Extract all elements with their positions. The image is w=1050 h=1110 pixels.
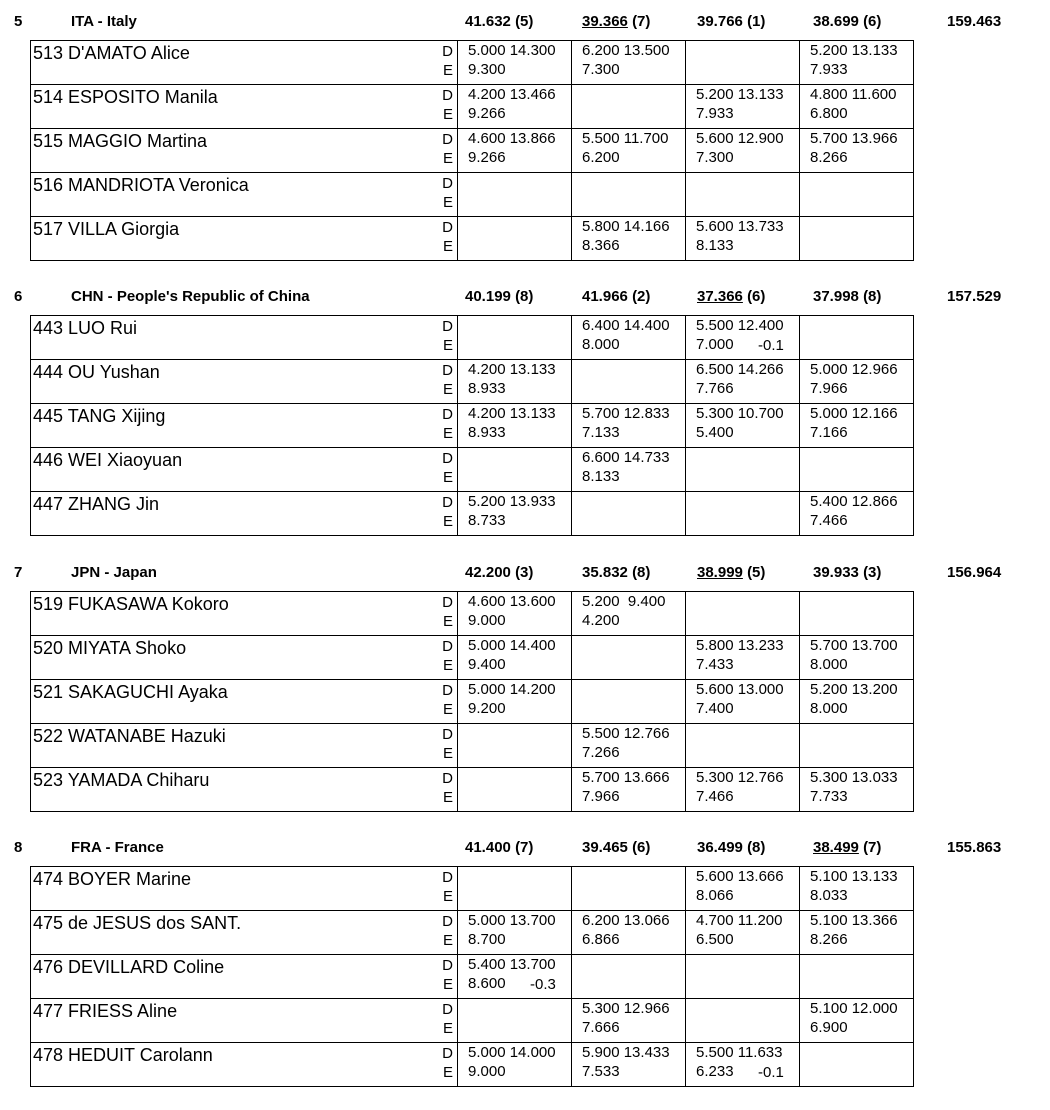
score-cell — [572, 404, 686, 448]
d-and-final-score: 5.200 13.133 — [696, 86, 784, 103]
score-cell — [800, 404, 914, 448]
table-row — [31, 680, 914, 724]
table-row — [31, 911, 914, 955]
e-score: 7.300 — [582, 61, 620, 78]
score-cell — [572, 911, 686, 955]
athlete-name: 517 VILLA Giorgia — [33, 219, 180, 239]
score-cell — [572, 360, 686, 404]
athlete-name: 476 DEVILLARD Coline — [33, 957, 225, 977]
d-and-final-score: 6.200 13.500 — [582, 42, 670, 59]
score-cell — [458, 360, 572, 404]
table-row — [31, 867, 914, 911]
score-cell — [686, 85, 800, 129]
e-score: 8.000 — [582, 336, 620, 353]
de-labels: D E — [442, 362, 453, 398]
de-labels: D E — [442, 87, 453, 123]
table-row — [31, 1043, 914, 1087]
athlete-table — [30, 315, 914, 536]
athlete-cell — [31, 492, 458, 536]
d-and-final-score: 5.000 12.966 — [810, 361, 898, 378]
de-labels: D E — [442, 1001, 453, 1037]
score-cell — [572, 316, 686, 360]
score-cell — [800, 680, 914, 724]
de-labels: D E — [442, 638, 453, 674]
d-and-final-score: 5.200 13.200 — [810, 681, 898, 698]
e-score: 6.866 — [582, 931, 620, 948]
team-total: 159.463 — [947, 13, 1002, 30]
team-rank: 5 — [14, 13, 23, 30]
de-labels: D E — [442, 770, 453, 806]
athlete-name: 519 FUKASAWA Kokoro — [33, 594, 229, 614]
score-cell — [572, 129, 686, 173]
de-labels: D E — [442, 594, 453, 630]
d-and-final-score: 5.300 13.033 — [810, 769, 898, 786]
athlete-cell — [31, 173, 458, 217]
score-cell — [686, 173, 800, 217]
team-name: JPN - Japan — [71, 564, 157, 581]
de-labels: D E — [442, 494, 453, 530]
score-cell — [572, 636, 686, 680]
e-score: 7.300 — [696, 149, 734, 166]
d-and-final-score: 5.500 12.400 — [696, 317, 784, 334]
score-cell — [572, 955, 686, 999]
table-row — [31, 129, 914, 173]
score-cell — [572, 85, 686, 129]
d-and-final-score: 4.200 13.133 — [468, 405, 556, 422]
score-cell — [800, 768, 914, 812]
score-cell — [800, 999, 914, 1043]
team-name: ITA - Italy — [71, 13, 137, 30]
score-cell — [572, 448, 686, 492]
e-score: 6.500 — [696, 931, 734, 948]
d-and-final-score: 5.600 13.666 — [696, 868, 784, 885]
table-row — [31, 999, 914, 1043]
penalty: -0.1 — [758, 1064, 784, 1081]
score-cell — [800, 867, 914, 911]
d-and-final-score: 5.300 12.966 — [582, 1000, 670, 1017]
e-score: 8.133 — [582, 468, 620, 485]
score-cell — [572, 680, 686, 724]
d-and-final-score: 5.400 12.866 — [810, 493, 898, 510]
score-cell — [458, 724, 572, 768]
athlete-cell — [31, 129, 458, 173]
table-row — [31, 724, 914, 768]
e-score: 5.400 — [696, 424, 734, 441]
athlete-name: 447 ZHANG Jin — [33, 494, 160, 514]
d-and-final-score: 6.200 13.066 — [582, 912, 670, 929]
e-score: 8.266 — [810, 149, 848, 166]
score-cell — [458, 867, 572, 911]
de-labels: D E — [442, 131, 453, 167]
score-cell — [800, 85, 914, 129]
score-cell — [458, 404, 572, 448]
d-and-final-score: 4.800 11.600 — [810, 86, 897, 103]
table-row — [31, 316, 914, 360]
d-and-final-score: 5.700 12.833 — [582, 405, 670, 422]
score-cell — [458, 636, 572, 680]
score-cell — [686, 680, 800, 724]
athlete-name: 514 ESPOSITO Manila — [33, 87, 218, 107]
score-cell — [800, 724, 914, 768]
d-and-final-score: 5.700 13.700 — [810, 637, 898, 654]
score-cell — [458, 448, 572, 492]
e-score: 6.900 — [810, 1019, 848, 1036]
athlete-name: 515 MAGGIO Martina — [33, 131, 208, 151]
athlete-cell — [31, 41, 458, 85]
e-score: 6.200 — [582, 149, 620, 166]
score-cell — [800, 217, 914, 261]
score-cell — [572, 768, 686, 812]
athlete-name: 478 HEDUIT Carolann — [33, 1045, 213, 1065]
score-cell — [686, 448, 800, 492]
e-score: 8.933 — [468, 380, 506, 397]
score-cell — [800, 173, 914, 217]
table-row — [31, 404, 914, 448]
e-score: 8.933 — [468, 424, 506, 441]
table-row — [31, 217, 914, 261]
table-row — [31, 768, 914, 812]
score-cell — [686, 217, 800, 261]
score-cell — [572, 41, 686, 85]
score-cell — [458, 592, 572, 636]
athlete-cell — [31, 680, 458, 724]
score-cell — [686, 592, 800, 636]
d-and-final-score: 5.000 13.700 — [468, 912, 556, 929]
e-score: 7.533 — [582, 1063, 620, 1080]
de-labels: D E — [442, 175, 453, 211]
athlete-table — [30, 866, 914, 1087]
score-cell — [572, 173, 686, 217]
e-score: 8.133 — [696, 237, 734, 254]
apparatus-score: 41.632 (5) — [465, 13, 534, 30]
athlete-name: 446 WEI Xiaoyuan — [33, 450, 183, 470]
athlete-cell — [31, 636, 458, 680]
score-cell — [572, 1043, 686, 1087]
table-row — [31, 592, 914, 636]
score-cell — [800, 129, 914, 173]
athlete-cell — [31, 1043, 458, 1087]
d-and-final-score: 5.100 13.133 — [810, 868, 898, 885]
apparatus-score: 38.499 (7) — [813, 839, 882, 856]
score-cell — [458, 316, 572, 360]
d-and-final-score: 5.500 11.700 — [582, 130, 669, 147]
athlete-name: 474 BOYER Marine — [33, 869, 192, 889]
athlete-name: 444 OU Yushan — [33, 362, 160, 382]
athlete-name: 475 de JESUS dos SANT. — [33, 913, 242, 933]
e-score: 9.300 — [468, 61, 506, 78]
de-labels: D E — [442, 682, 453, 718]
apparatus-score: 35.832 (8) — [582, 564, 651, 581]
score-cell — [686, 768, 800, 812]
team-rank: 6 — [14, 288, 23, 305]
e-score: 9.200 — [468, 700, 506, 717]
apparatus-score: 39.366 (7) — [582, 13, 651, 30]
apparatus-score: 40.199 (8) — [465, 288, 534, 305]
score-cell — [458, 1043, 572, 1087]
d-and-final-score: 5.100 13.366 — [810, 912, 898, 929]
de-labels: D E — [442, 219, 453, 255]
d-and-final-score: 5.000 14.300 — [468, 42, 556, 59]
score-cell — [800, 448, 914, 492]
e-score: 7.000 — [696, 336, 734, 353]
athlete-cell — [31, 955, 458, 999]
e-score: 8.066 — [696, 887, 734, 904]
e-score: 7.400 — [696, 700, 734, 717]
e-score: 8.266 — [810, 931, 848, 948]
score-cell — [458, 129, 572, 173]
athlete-cell — [31, 316, 458, 360]
d-and-final-score: 4.600 13.866 — [468, 130, 556, 147]
team-section — [0, 0, 1050, 255]
score-cell — [458, 680, 572, 724]
d-and-final-score: 6.600 14.733 — [582, 449, 670, 466]
team-rank: 8 — [14, 839, 23, 856]
team-name: FRA - France — [71, 839, 164, 856]
e-score: 8.733 — [468, 512, 506, 529]
d-and-final-score: 5.400 13.700 — [468, 956, 556, 973]
score-cell — [686, 724, 800, 768]
d-and-final-score: 5.000 14.400 — [468, 637, 556, 654]
score-cell — [686, 1043, 800, 1087]
d-and-final-score: 5.300 10.700 — [696, 405, 784, 422]
e-score: 8.000 — [810, 656, 848, 673]
d-and-final-score: 5.000 14.200 — [468, 681, 556, 698]
table-row — [31, 448, 914, 492]
score-cell — [572, 999, 686, 1043]
table-row — [31, 636, 914, 680]
apparatus-score: 38.699 (6) — [813, 13, 882, 30]
table-row — [31, 41, 914, 85]
athlete-cell — [31, 867, 458, 911]
score-cell — [572, 724, 686, 768]
e-score: 8.000 — [810, 700, 848, 717]
athlete-name: 513 D'AMATO Alice — [33, 43, 190, 63]
de-labels: D E — [442, 318, 453, 354]
score-cell — [686, 955, 800, 999]
score-cell — [458, 41, 572, 85]
team-section — [0, 826, 1050, 1081]
penalty: -0.1 — [758, 337, 784, 354]
score-cell — [686, 316, 800, 360]
score-cell — [800, 492, 914, 536]
score-cell — [458, 492, 572, 536]
de-labels: D E — [442, 869, 453, 905]
d-and-final-score: 5.000 12.166 — [810, 405, 898, 422]
e-score: 7.933 — [810, 61, 848, 78]
score-cell — [686, 911, 800, 955]
score-cell — [800, 955, 914, 999]
team-header — [0, 826, 1050, 866]
athlete-name: 522 WATANABE Hazuki — [33, 726, 226, 746]
score-cell — [572, 217, 686, 261]
team-total: 157.529 — [947, 288, 1002, 305]
d-and-final-score: 5.200 13.933 — [468, 493, 556, 510]
d-and-final-score: 5.500 12.766 — [582, 725, 670, 742]
apparatus-score: 36.499 (8) — [697, 839, 766, 856]
d-and-final-score: 5.200 9.400 — [582, 593, 666, 610]
score-cell — [686, 404, 800, 448]
e-score: 7.133 — [582, 424, 620, 441]
d-and-final-score: 5.100 12.000 — [810, 1000, 898, 1017]
e-score: 9.400 — [468, 656, 506, 673]
score-cell — [686, 867, 800, 911]
athlete-table — [30, 591, 914, 812]
e-score: 9.266 — [468, 149, 506, 166]
table-row — [31, 173, 914, 217]
e-score: 8.033 — [810, 887, 848, 904]
e-score: 6.233 — [696, 1063, 734, 1080]
d-and-final-score: 5.000 14.000 — [468, 1044, 556, 1061]
e-score: 7.733 — [810, 788, 848, 805]
d-and-final-score: 4.700 11.200 — [696, 912, 783, 929]
d-and-final-score: 4.200 13.466 — [468, 86, 556, 103]
de-labels: D E — [442, 450, 453, 486]
team-total: 156.964 — [947, 564, 1002, 581]
apparatus-score: 42.200 (3) — [465, 564, 534, 581]
athlete-name: 477 FRIESS Aline — [33, 1001, 178, 1021]
e-score: 7.933 — [696, 105, 734, 122]
d-and-final-score: 5.800 14.166 — [582, 218, 670, 235]
e-score: 9.000 — [468, 1063, 506, 1080]
e-score: 8.366 — [582, 237, 620, 254]
team-section — [0, 551, 1050, 806]
score-cell — [572, 592, 686, 636]
de-labels: D E — [442, 1045, 453, 1081]
athlete-name: 521 SAKAGUCHI Ayaka — [33, 682, 228, 702]
score-cell — [800, 316, 914, 360]
athlete-cell — [31, 911, 458, 955]
e-score: 7.966 — [582, 788, 620, 805]
score-cell — [458, 173, 572, 217]
athlete-cell — [31, 360, 458, 404]
e-score: 7.433 — [696, 656, 734, 673]
score-cell — [458, 955, 572, 999]
d-and-final-score: 6.400 14.400 — [582, 317, 670, 334]
de-labels: D E — [442, 726, 453, 762]
e-score: 7.466 — [696, 788, 734, 805]
athlete-cell — [31, 448, 458, 492]
team-name: CHN - People's Republic of China — [71, 288, 310, 305]
score-cell — [800, 592, 914, 636]
athlete-name: 523 YAMADA Chiharu — [33, 770, 210, 790]
team-section — [0, 275, 1050, 530]
penalty: -0.3 — [530, 976, 556, 993]
athlete-name: 443 LUO Rui — [33, 318, 138, 338]
e-score: 9.266 — [468, 105, 506, 122]
d-and-final-score: 4.600 13.600 — [468, 593, 556, 610]
d-and-final-score: 5.200 13.133 — [810, 42, 898, 59]
score-cell — [458, 217, 572, 261]
d-and-final-score: 6.500 14.266 — [696, 361, 784, 378]
athlete-name: 516 MANDRIOTA Veronica — [33, 175, 249, 195]
team-header — [0, 0, 1050, 40]
score-cell — [800, 360, 914, 404]
table-row — [31, 360, 914, 404]
score-cell — [800, 911, 914, 955]
d-and-final-score: 5.300 12.766 — [696, 769, 784, 786]
e-score: 7.766 — [696, 380, 734, 397]
athlete-cell — [31, 724, 458, 768]
apparatus-score: 39.933 (3) — [813, 564, 882, 581]
score-cell — [572, 867, 686, 911]
table-row — [31, 492, 914, 536]
apparatus-score: 37.366 (6) — [697, 288, 766, 305]
e-score: 7.166 — [810, 424, 848, 441]
d-and-final-score: 5.600 13.733 — [696, 218, 784, 235]
apparatus-score: 38.999 (5) — [697, 564, 766, 581]
de-labels: D E — [442, 406, 453, 442]
e-score: 7.966 — [810, 380, 848, 397]
e-score: 8.700 — [468, 931, 506, 948]
athlete-cell — [31, 592, 458, 636]
score-cell — [458, 999, 572, 1043]
score-cell — [458, 85, 572, 129]
d-and-final-score: 5.800 13.233 — [696, 637, 784, 654]
team-total: 155.863 — [947, 839, 1002, 856]
team-rank: 7 — [14, 564, 23, 581]
athlete-name: 520 MIYATA Shoko — [33, 638, 187, 658]
e-score: 4.200 — [582, 612, 620, 629]
athlete-table — [30, 40, 914, 261]
team-header — [0, 551, 1050, 591]
d-and-final-score: 5.600 12.900 — [696, 130, 784, 147]
apparatus-score: 37.998 (8) — [813, 288, 882, 305]
athlete-name: 445 TANG Xijing — [33, 406, 166, 426]
d-and-final-score: 5.500 11.633 — [696, 1044, 783, 1061]
de-labels: D E — [442, 957, 453, 993]
score-cell — [800, 1043, 914, 1087]
e-score: 7.666 — [582, 1019, 620, 1036]
score-cell — [686, 360, 800, 404]
score-cell — [458, 911, 572, 955]
d-and-final-score: 5.600 13.000 — [696, 681, 784, 698]
athlete-cell — [31, 999, 458, 1043]
apparatus-score: 41.966 (2) — [582, 288, 651, 305]
d-and-final-score: 4.200 13.133 — [468, 361, 556, 378]
score-cell — [686, 492, 800, 536]
apparatus-score: 41.400 (7) — [465, 839, 534, 856]
apparatus-score: 39.766 (1) — [697, 13, 766, 30]
score-cell — [686, 999, 800, 1043]
table-row — [31, 955, 914, 999]
table-row — [31, 85, 914, 129]
athlete-cell — [31, 217, 458, 261]
e-score: 7.466 — [810, 512, 848, 529]
e-score: 8.600 — [468, 975, 506, 992]
e-score: 7.266 — [582, 744, 620, 761]
score-cell — [686, 636, 800, 680]
de-labels: D E — [442, 913, 453, 949]
apparatus-score: 39.465 (6) — [582, 839, 651, 856]
athlete-cell — [31, 404, 458, 448]
de-labels: D E — [442, 43, 453, 79]
d-and-final-score: 5.900 13.433 — [582, 1044, 670, 1061]
score-cell — [686, 41, 800, 85]
score-cell — [458, 768, 572, 812]
athlete-cell — [31, 85, 458, 129]
e-score: 6.800 — [810, 105, 848, 122]
score-cell — [800, 41, 914, 85]
score-cell — [686, 129, 800, 173]
d-and-final-score: 5.700 13.666 — [582, 769, 670, 786]
score-cell — [572, 492, 686, 536]
athlete-cell — [31, 768, 458, 812]
d-and-final-score: 5.700 13.966 — [810, 130, 898, 147]
team-header — [0, 275, 1050, 315]
score-cell — [800, 636, 914, 680]
e-score: 9.000 — [468, 612, 506, 629]
